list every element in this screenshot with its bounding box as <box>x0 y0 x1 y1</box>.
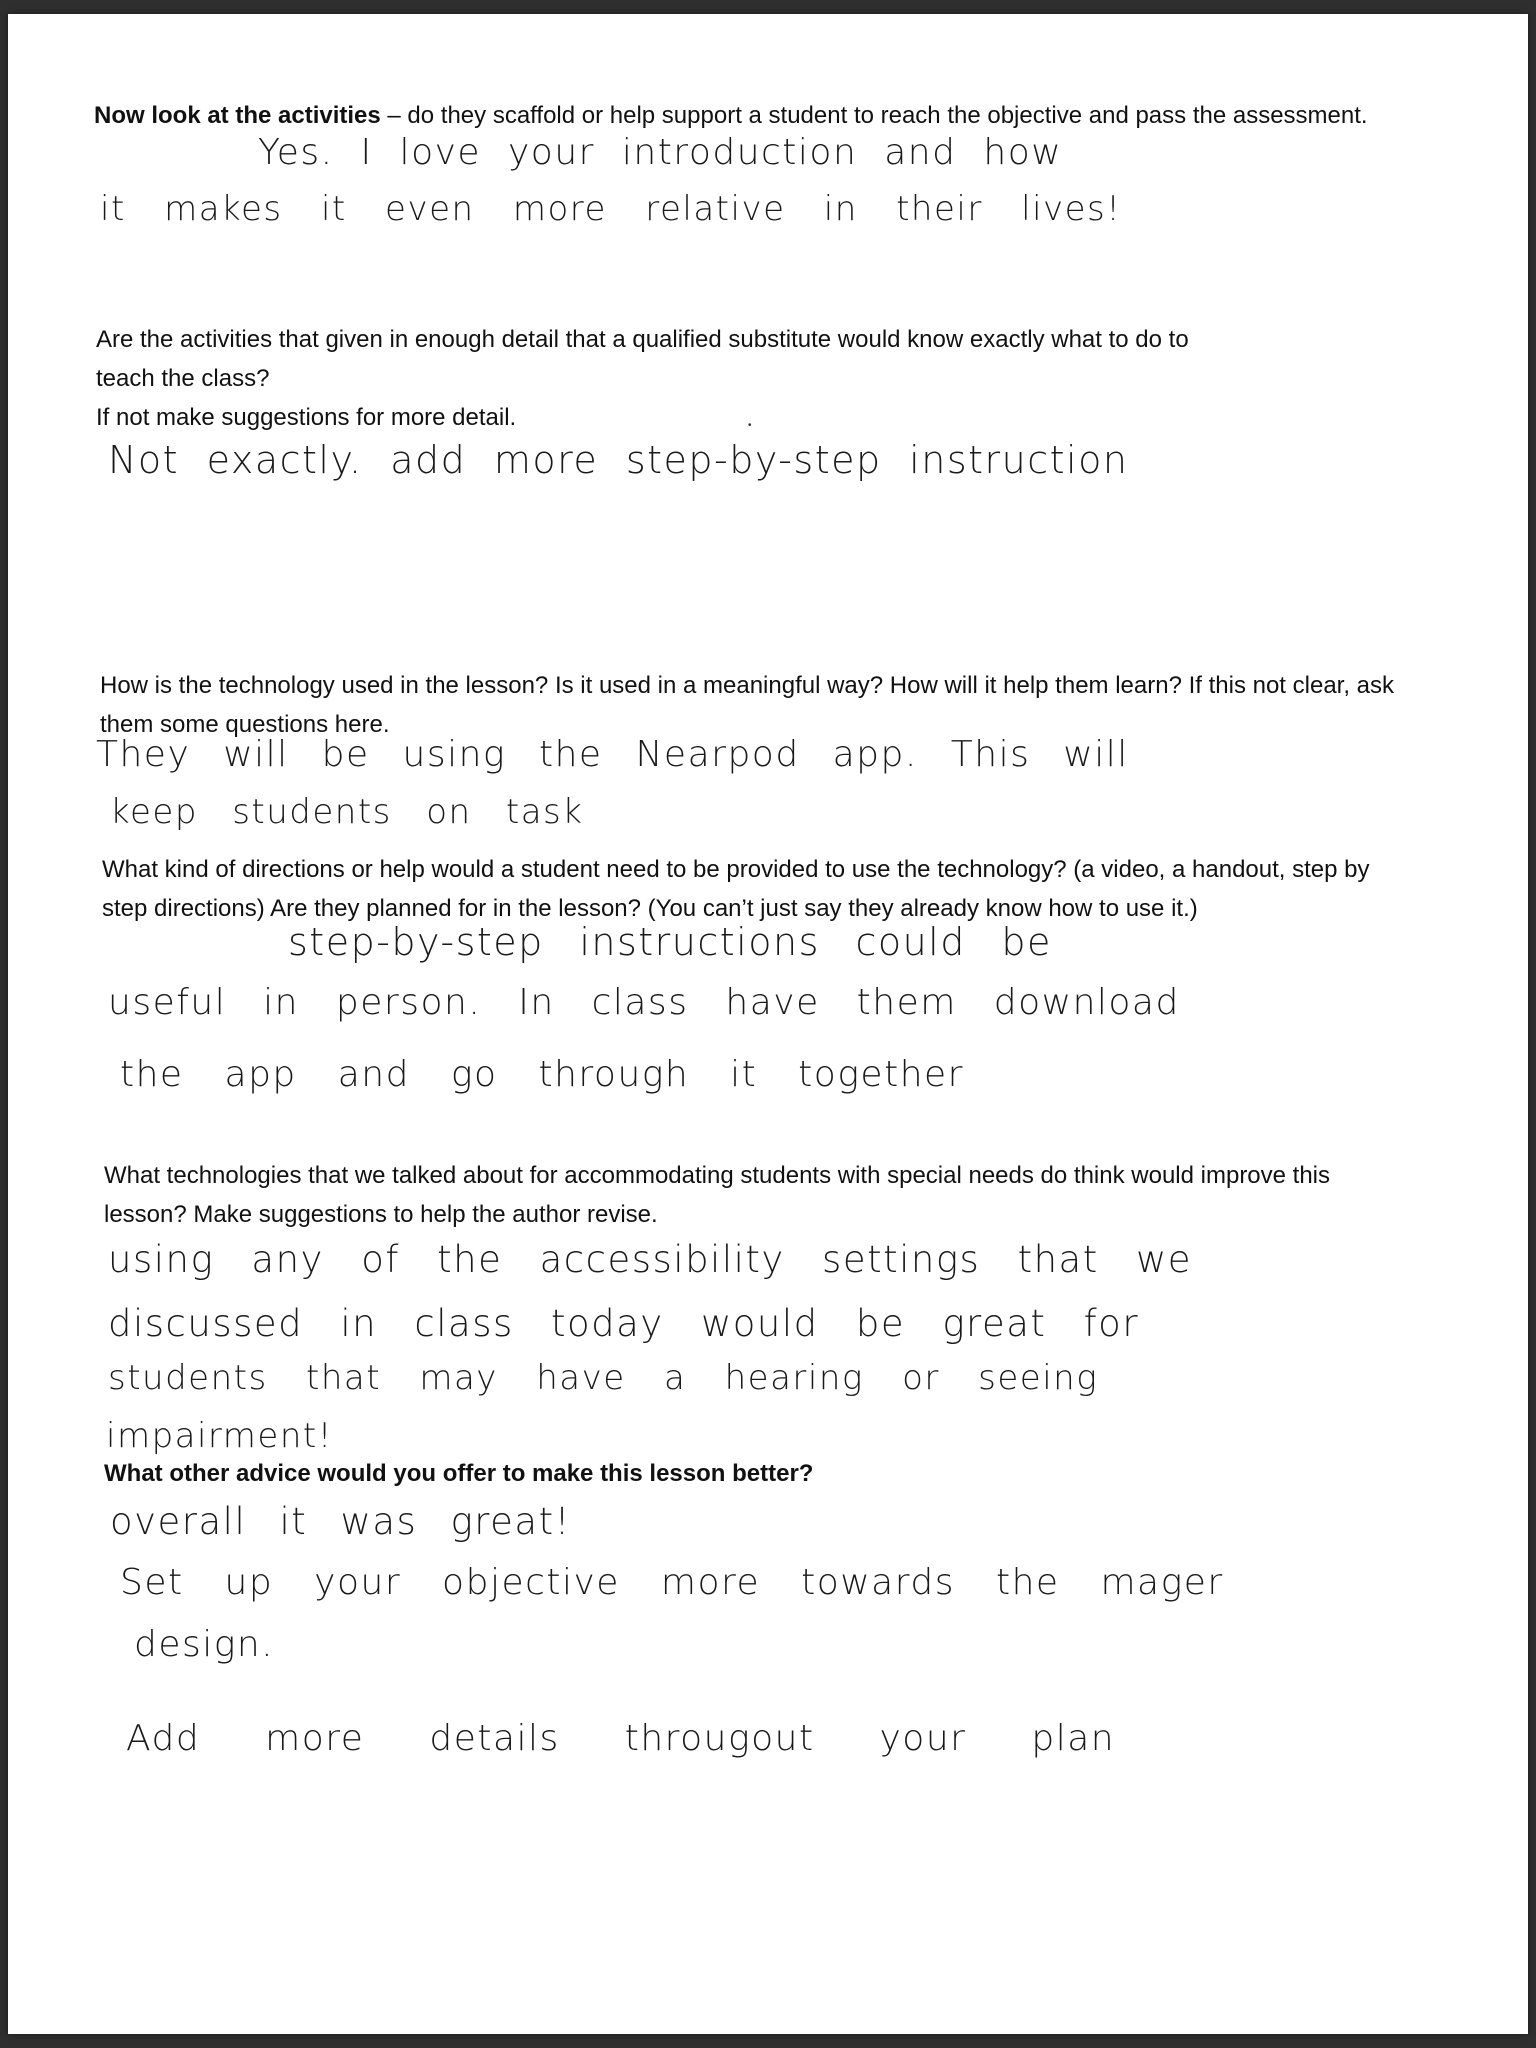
question-line: Are the activities that given in enough detail that a qualified substitute would know exactly what to do to <box>96 326 1189 353</box>
answer-line: overall it was great! <box>110 1500 571 1543</box>
question-line: If not make suggestions for more detail. <box>96 404 517 431</box>
question-technology-directions <box>102 850 1412 928</box>
answer-line: it makes it even more relative in their lives! <box>100 189 1122 229</box>
answer-line: using any of the accessibility settings that we <box>108 1238 1193 1281</box>
answer-line: keep students on task <box>110 792 584 832</box>
feedback-form-page <box>8 14 1528 2034</box>
question-technology-use <box>100 666 1440 744</box>
question-bold: Now look at the activities <box>94 102 381 129</box>
answer-line: Set up your objective more towards the mager <box>120 1562 1224 1603</box>
answer-line: the app and go through it together <box>120 1054 964 1095</box>
answer-line: Add more details througout your plan <box>126 1718 1116 1759</box>
question-activities-scaffold <box>94 96 1424 135</box>
answer-line: students that may have a hearing or seeing <box>108 1358 1099 1398</box>
stray-mark: • <box>748 420 752 431</box>
question-text: What kind of directions or help would a student need to be provided to use the technology? (a video, a handout, step by step directions) Are they planned for in the lesson? (You can’t just say they already know how to use it.) <box>102 856 1370 922</box>
question-line: teach the class? <box>96 365 270 392</box>
question-special-needs <box>104 1156 1404 1234</box>
answer-line: discussed in class today would be great for <box>108 1302 1140 1345</box>
question-bold: What other advice would you offer to make this lesson better? <box>104 1460 814 1487</box>
answer-line: Yes. I love your introduction and how <box>258 132 1063 173</box>
answer-line: useful in person. In class have them download <box>108 982 1180 1023</box>
question-text: How is the technology used in the lesson? Is it used in a meaningful way? How will it help them learn? If this not clear, ask them some questions here. <box>100 672 1395 738</box>
answer-line: They will be using the Nearpod app. This will <box>96 734 1129 775</box>
question-activities-detail <box>96 320 1436 437</box>
answer-line: step-by-step instructions could be <box>288 920 1052 964</box>
answer-line: impairment! <box>106 1416 333 1456</box>
question-text: What technologies that we talked about for accommodating students with special needs do think would improve this lesson? Make suggestions to help the author revise. <box>104 1162 1331 1228</box>
answer-line: design. <box>134 1624 275 1665</box>
question-text: – do they scaffold or help support a student to reach the objective and pass the assessment. <box>380 102 1368 129</box>
question-other-advice <box>104 1454 1404 1493</box>
answer-line: Not exactly. add more step-by-step instruction <box>108 438 1129 482</box>
